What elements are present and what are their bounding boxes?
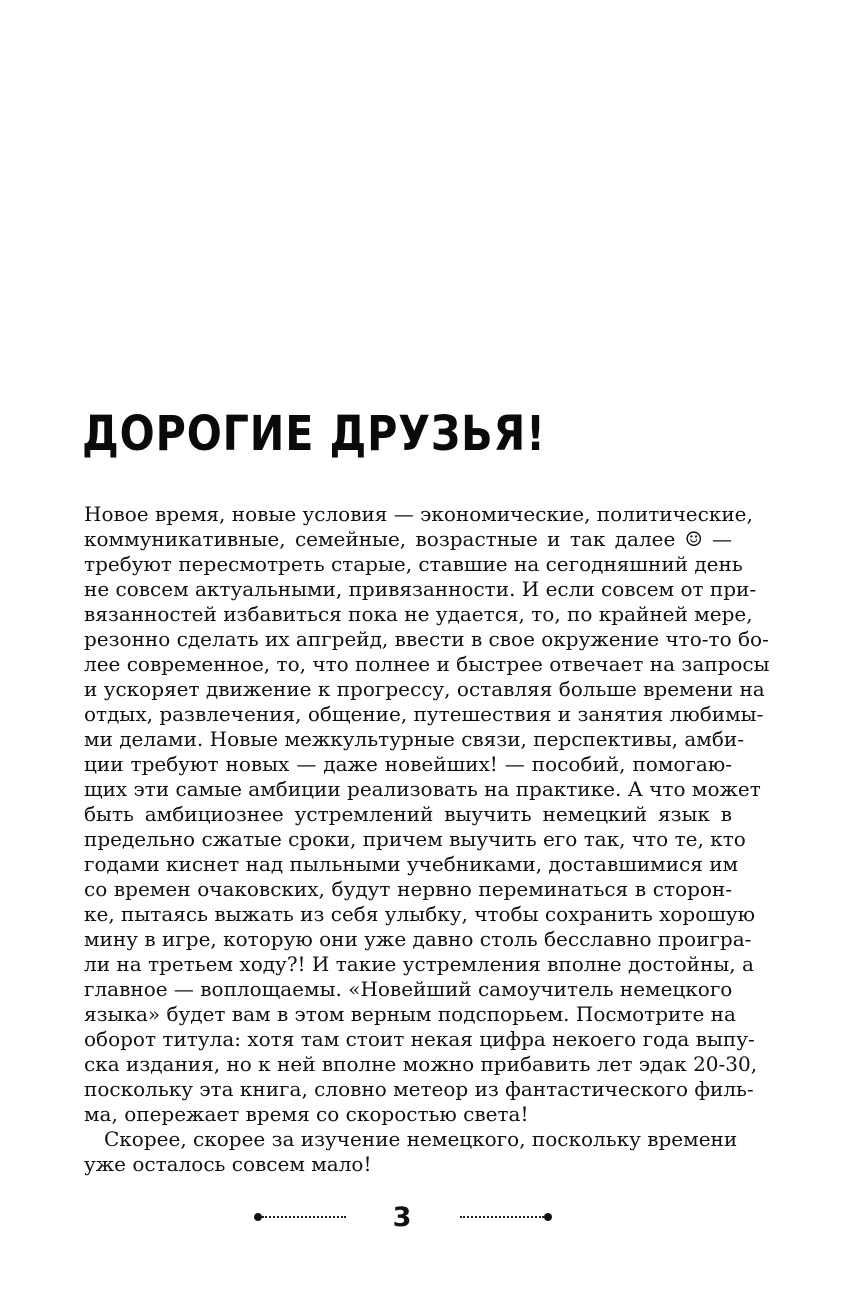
text-line: со времен очаковских, будут нервно переминаться в сторон- — [84, 877, 732, 901]
text-line: главное — воплощаемы. «Новейший самоучитель немецкого — [84, 977, 733, 1001]
text-line: ке, пытаясь выжать из себя улыбку, чтобы сохранить хорошую — [84, 902, 756, 926]
text-line: ска издания, но к ней вполне можно прибавить лет эдак 20-30, — [84, 1052, 758, 1076]
text-line: ма, опережает время со скоростью света! — [84, 1102, 529, 1126]
text-line: Скорее, скорее за изучение немецкого, поскольку времени — [104, 1127, 738, 1151]
text-line: языка» будет вам в этом верным подспорьем. Посмотрите на — [84, 1002, 736, 1026]
bullet-dot-icon — [254, 1213, 262, 1221]
text-line: вязанностей избавиться пока не удается, то, по крайней мере, — [84, 602, 753, 626]
dotted-rule — [460, 1216, 544, 1222]
text-line: и ускоряет движение к прогрессу, оставляя больше времени на — [84, 677, 765, 701]
text-line: мину в игре, которую они уже давно столь бесславно проигра- — [84, 927, 752, 951]
page-number: 3 — [392, 1202, 412, 1233]
text-line: отдых, развлечения, общение, путешествия и занятия любимы- — [84, 702, 764, 726]
text-line: уже осталось совсем мало! — [84, 1152, 372, 1176]
text-line: Новое время, новые условия — экономические, политические, — [84, 502, 753, 526]
text-line: ли на третьем ходу?! И такие устремления вполне достойны, а — [84, 952, 754, 976]
text-line: щих эти самые амбиции реализовать на практике. А что может — [84, 777, 761, 801]
text-line: лее современное, то, что полнее и быстрее отвечает на запросы — [84, 652, 770, 676]
text-line: предельно сжатые сроки, причем выучить его так, что те, кто — [84, 827, 746, 851]
text-line: годами киснет над пыльными учебниками, доставшимися им — [84, 852, 739, 876]
paragraph — [84, 1127, 738, 1177]
body-text — [84, 502, 770, 1177]
text-line: ми делами. Новые межкультурные связи, перспективы, амби- — [84, 727, 744, 751]
text-line: оборот титула: хотя там стоит некая цифра некоего года выпу- — [84, 1027, 755, 1051]
dotted-rule — [262, 1216, 346, 1222]
text-line: быть амбициознее устремлений выучить немецкий язык в — [84, 802, 732, 826]
text-line: резонно сделать их апгрейд, ввести в свое окружение что-то бо- — [84, 627, 769, 651]
bullet-dot-icon — [544, 1213, 552, 1221]
text-line: коммуникативные, семейные, возрастные и так далее ☺ — — [84, 527, 732, 551]
page-footer — [0, 1200, 845, 1236]
paragraph — [84, 502, 770, 1127]
page-heading: ДОРОГИЕ ДРУЗЬЯ! — [82, 406, 546, 462]
text-line: не совсем актуальными, привязанности. И если совсем от при- — [84, 577, 757, 601]
text-line: поскольку эта книга, словно метеор из фантастического филь- — [84, 1077, 754, 1101]
text-line: ции требуют новых — даже новейших! — пособий, помогаю- — [84, 752, 732, 776]
text-line: требуют пересмотреть старые, ставшие на сегодняшний день — [84, 552, 743, 576]
